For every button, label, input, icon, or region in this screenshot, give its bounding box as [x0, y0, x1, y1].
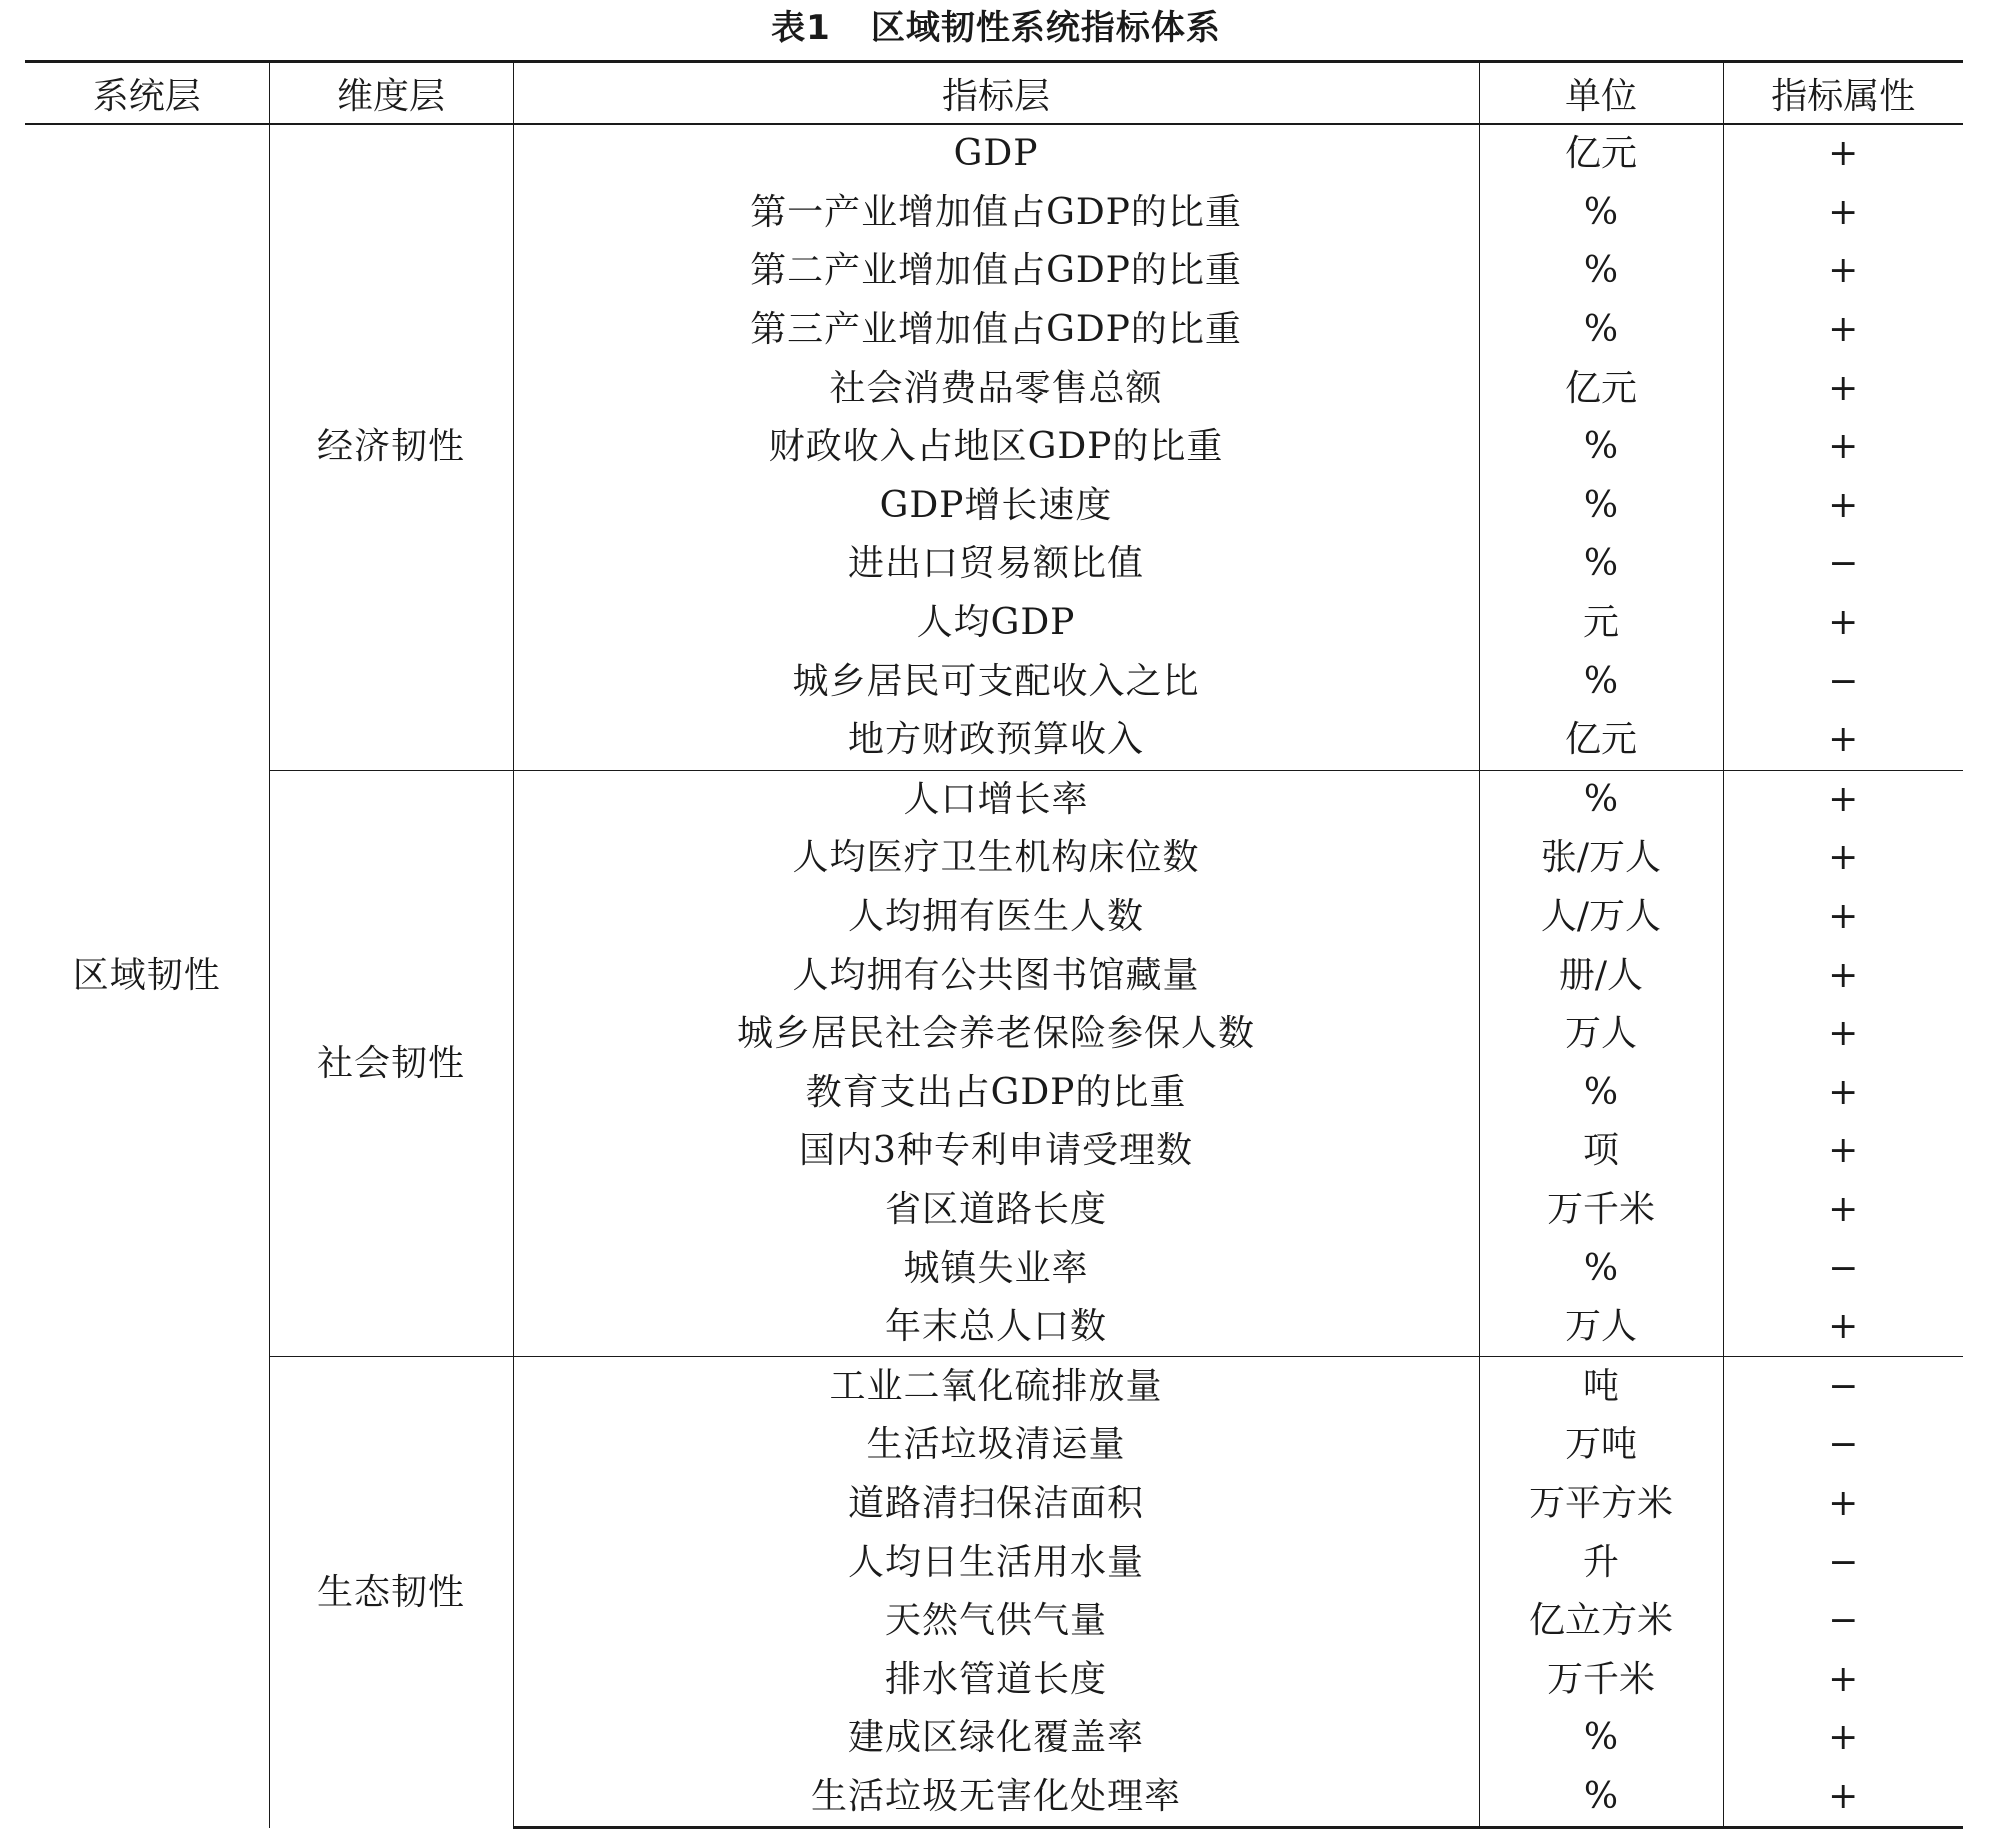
indicator-cell: 人均医疗卫生机构床位数 — [513, 829, 1479, 888]
unit-cell: % — [1479, 1768, 1723, 1828]
attribute-cell: + — [1723, 829, 1963, 888]
indicator-cell: GDP — [513, 124, 1479, 184]
attribute-cell: + — [1723, 770, 1963, 829]
indicator-cell: 人均拥有医生人数 — [513, 888, 1479, 947]
header-row — [25, 62, 1963, 125]
indicator-cell: 第一产业增加值占GDP的比重 — [513, 184, 1479, 243]
unit-cell: % — [1479, 477, 1723, 536]
indicator-cell: 道路清扫保洁面积 — [513, 1475, 1479, 1534]
dimension-cell: 生态韧性 — [269, 1357, 513, 1828]
attribute-cell: + — [1723, 1298, 1963, 1357]
indicator-cell: 建成区绿化覆盖率 — [513, 1709, 1479, 1768]
unit-cell: 万吨 — [1479, 1416, 1723, 1475]
unit-cell: 万千米 — [1479, 1650, 1723, 1709]
unit-cell: 张/万人 — [1479, 829, 1723, 888]
unit-cell: % — [1479, 770, 1723, 829]
indicator-cell: 人均日生活用水量 — [513, 1533, 1479, 1592]
indicator-cell: 第二产业增加值占GDP的比重 — [513, 242, 1479, 301]
attribute-cell: + — [1723, 477, 1963, 536]
indicator-cell: 城镇失业率 — [513, 1239, 1479, 1298]
unit-cell: % — [1479, 652, 1723, 711]
attribute-cell: + — [1723, 124, 1963, 184]
unit-cell: 升 — [1479, 1533, 1723, 1592]
header-attribute: 指标属性 — [1723, 62, 1963, 125]
indicator-cell: 财政收入占地区GDP的比重 — [513, 418, 1479, 477]
unit-cell: 万平方米 — [1479, 1475, 1723, 1534]
unit-cell: 亿元 — [1479, 711, 1723, 770]
dimension-cell: 经济韧性 — [269, 124, 513, 770]
indicator-cell: 第三产业增加值占GDP的比重 — [513, 301, 1479, 360]
attribute-cell: + — [1723, 1709, 1963, 1768]
unit-cell: 万千米 — [1479, 1181, 1723, 1240]
indicator-table — [25, 60, 1963, 1829]
attribute-cell: − — [1723, 652, 1963, 711]
attribute-cell: + — [1723, 1064, 1963, 1123]
indicator-cell: 工业二氧化硫排放量 — [513, 1357, 1479, 1416]
unit-cell: % — [1479, 184, 1723, 243]
indicator-cell: 城乡居民社会养老保险参保人数 — [513, 1005, 1479, 1064]
table-row — [25, 1357, 1963, 1416]
indicator-cell: 生活垃圾清运量 — [513, 1416, 1479, 1475]
attribute-cell: − — [1723, 1357, 1963, 1416]
unit-cell: 吨 — [1479, 1357, 1723, 1416]
attribute-cell: + — [1723, 594, 1963, 653]
indicator-cell: GDP增长速度 — [513, 477, 1479, 536]
indicator-cell: 天然气供气量 — [513, 1592, 1479, 1651]
attribute-cell: + — [1723, 1768, 1963, 1828]
attribute-cell: + — [1723, 418, 1963, 477]
attribute-cell: + — [1723, 946, 1963, 1005]
header-dimension: 维度层 — [269, 62, 513, 125]
attribute-cell: − — [1723, 1239, 1963, 1298]
indicator-cell: 人口增长率 — [513, 770, 1479, 829]
unit-cell: 元 — [1479, 594, 1723, 653]
attribute-cell: + — [1723, 301, 1963, 360]
table-title — [0, 4, 1992, 52]
attribute-cell: − — [1723, 1416, 1963, 1475]
attribute-cell: + — [1723, 1650, 1963, 1709]
indicator-cell: 排水管道长度 — [513, 1650, 1479, 1709]
unit-cell: 册/人 — [1479, 946, 1723, 1005]
indicator-cell: 生活垃圾无害化处理率 — [513, 1768, 1479, 1828]
indicator-cell: 人均拥有公共图书馆藏量 — [513, 946, 1479, 1005]
indicator-cell: 社会消费品零售总额 — [513, 359, 1479, 418]
indicator-cell: 城乡居民可支配收入之比 — [513, 652, 1479, 711]
unit-cell: 人/万人 — [1479, 888, 1723, 947]
unit-cell: % — [1479, 242, 1723, 301]
unit-cell: 万人 — [1479, 1005, 1723, 1064]
dimension-cell: 社会韧性 — [269, 770, 513, 1357]
table-body — [25, 124, 1963, 1828]
unit-cell: % — [1479, 535, 1723, 594]
unit-cell: 万人 — [1479, 1298, 1723, 1357]
indicator-cell: 年末总人口数 — [513, 1298, 1479, 1357]
attribute-cell: + — [1723, 184, 1963, 243]
attribute-cell: − — [1723, 1533, 1963, 1592]
table-caption: 区域韧性系统指标体系 — [870, 8, 1221, 48]
unit-cell: % — [1479, 301, 1723, 360]
attribute-cell: − — [1723, 535, 1963, 594]
table-row — [25, 770, 1963, 829]
unit-cell: % — [1479, 1064, 1723, 1123]
table-number: 表1 — [771, 8, 831, 48]
indicator-cell: 进出口贸易额比值 — [513, 535, 1479, 594]
table-row — [25, 124, 1963, 184]
attribute-cell: + — [1723, 1122, 1963, 1181]
attribute-cell: + — [1723, 1005, 1963, 1064]
attribute-cell: + — [1723, 242, 1963, 301]
indicator-cell: 地方财政预算收入 — [513, 711, 1479, 770]
attribute-cell: + — [1723, 1475, 1963, 1534]
header-unit: 单位 — [1479, 62, 1723, 125]
header-indicator: 指标层 — [513, 62, 1479, 125]
attribute-cell: + — [1723, 359, 1963, 418]
unit-cell: % — [1479, 1239, 1723, 1298]
indicator-cell: 教育支出占GDP的比重 — [513, 1064, 1479, 1123]
indicator-cell: 人均GDP — [513, 594, 1479, 653]
indicator-cell: 省区道路长度 — [513, 1181, 1479, 1240]
unit-cell: % — [1479, 1709, 1723, 1768]
unit-cell: 亿立方米 — [1479, 1592, 1723, 1651]
attribute-cell: + — [1723, 1181, 1963, 1240]
unit-cell: 项 — [1479, 1122, 1723, 1181]
system-layer-cell: 区域韧性 — [72, 955, 221, 997]
attribute-cell: + — [1723, 888, 1963, 947]
unit-cell: 亿元 — [1479, 359, 1723, 418]
unit-cell: % — [1479, 418, 1723, 477]
unit-cell: 亿元 — [1479, 124, 1723, 184]
attribute-cell: + — [1723, 711, 1963, 770]
attribute-cell: − — [1723, 1592, 1963, 1651]
header-system: 系统层 — [25, 62, 269, 125]
indicator-cell: 国内3种专利申请受理数 — [513, 1122, 1479, 1181]
